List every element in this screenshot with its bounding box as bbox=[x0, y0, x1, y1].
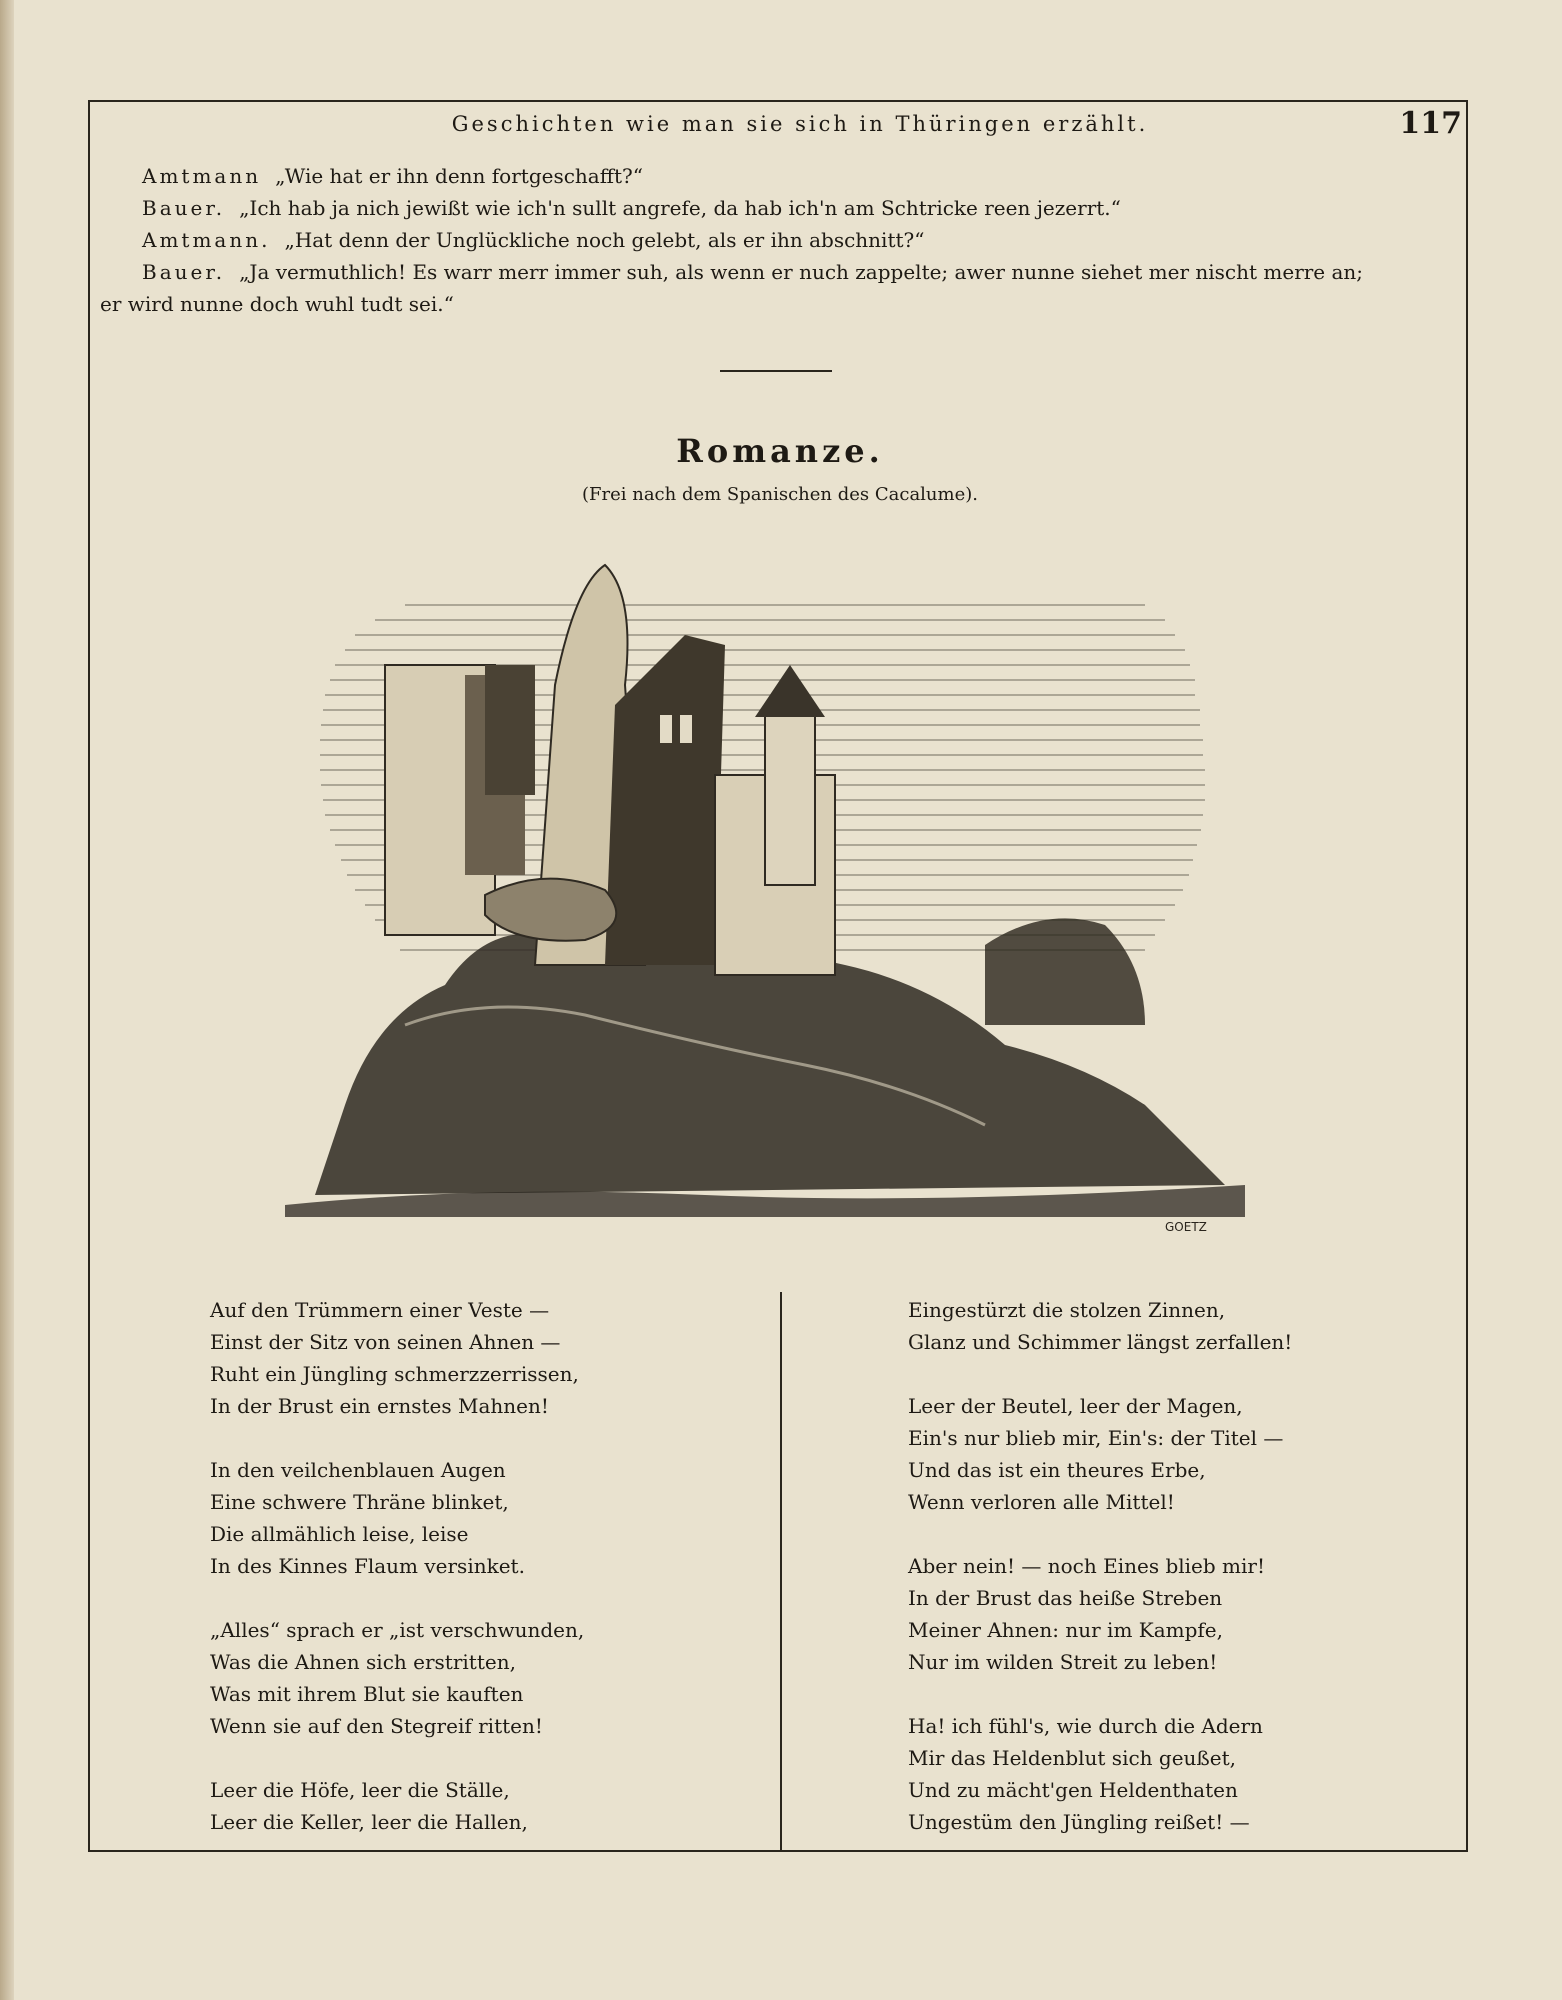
keep-window bbox=[660, 715, 672, 743]
dialogue-text: er wird nunne doch wuhl tudt sei.“ bbox=[100, 292, 454, 316]
column-divider bbox=[780, 1292, 782, 1852]
stanza bbox=[908, 1294, 1448, 1358]
dialogue-text: „Wie hat er ihn denn fortgeschafft?“ bbox=[275, 164, 643, 188]
engraver-signature: GOETZ bbox=[1165, 1220, 1207, 1234]
verse-line: In der Brust ein ernstes Mahnen! bbox=[210, 1394, 549, 1418]
stanza bbox=[210, 1454, 750, 1582]
verse-line: Und zu mächt'gen Heldenthaten bbox=[908, 1778, 1238, 1802]
stanza bbox=[210, 1294, 750, 1422]
speaker-name: Bauer. bbox=[142, 260, 226, 284]
verse-line: Leer die Höfe, leer die Ställe, bbox=[210, 1778, 510, 1802]
poem-column-right bbox=[908, 1294, 1448, 1870]
speaker-name: Bauer. bbox=[142, 196, 226, 220]
verse-line: In der Brust das heiße Streben bbox=[908, 1586, 1223, 1610]
poem-title: Romanze. bbox=[676, 432, 884, 470]
verse-line: Wenn sie auf den Stegreif ritten! bbox=[210, 1714, 543, 1738]
verse-line: Leer die Keller, leer die Hallen, bbox=[210, 1810, 528, 1834]
verse-line: Mir das Heldenblut sich geußet, bbox=[908, 1746, 1237, 1770]
verse-line: Die allmählich leise, leise bbox=[210, 1522, 469, 1546]
verse-line: Nur im wilden Streit zu leben! bbox=[908, 1650, 1218, 1674]
stanza bbox=[908, 1390, 1448, 1518]
speaker-name: Amtmann. bbox=[142, 228, 271, 252]
verse-line: Was die Ahnen sich erstritten, bbox=[210, 1650, 516, 1674]
dialogue-block bbox=[100, 160, 1460, 320]
dialogue-line bbox=[100, 288, 1460, 320]
dialogue-text: „Ja vermuthlich! Es warr merr immer suh, als wenn er nuch zappelte; awer nunne siehet mer nischt merre an; bbox=[239, 260, 1364, 284]
stanza bbox=[210, 1614, 750, 1742]
verse-line: Eine schwere Thräne blinket, bbox=[210, 1490, 509, 1514]
castle-ruin-illustration bbox=[285, 545, 1265, 1235]
tower-conical-roof bbox=[755, 665, 825, 717]
dialogue-line bbox=[100, 160, 1460, 192]
round-tower-right bbox=[765, 715, 815, 885]
round-tower-left bbox=[485, 665, 535, 795]
verse-line: In des Kinnes Flaum versinket. bbox=[210, 1554, 525, 1578]
poem-subtitle: (Frei nach dem Spanischen des Cacalume). bbox=[581, 484, 978, 505]
speaker-name: Amtmann bbox=[142, 164, 262, 188]
verse-line: Einst der Sitz von seinen Ahnen — bbox=[210, 1330, 561, 1354]
verse-line: Eingestürzt die stolzen Zinnen, bbox=[908, 1298, 1226, 1322]
page-number: 117 bbox=[1399, 106, 1462, 141]
background-trees bbox=[985, 918, 1145, 1025]
verse-line: In den veilchenblauen Augen bbox=[210, 1458, 506, 1482]
stanza bbox=[908, 1710, 1448, 1838]
running-title: Geschichten wie man sie sich in Thüringen erzählt. bbox=[451, 112, 1149, 136]
stanza bbox=[210, 1774, 750, 1838]
verse-line: Ungestüm den Jüngling reißet! — bbox=[908, 1810, 1250, 1834]
verse-line: Ruht ein Jüngling schmerzzerrissen, bbox=[210, 1362, 579, 1386]
verse-line: Aber nein! — noch Eines blieb mir! bbox=[908, 1554, 1265, 1578]
boulder bbox=[485, 879, 616, 941]
verse-line: Und das ist ein theures Erbe, bbox=[908, 1458, 1206, 1482]
verse-line: Wenn verloren alle Mittel! bbox=[908, 1490, 1175, 1514]
verse-line: Ein's nur blieb mir, Ein's: der Titel — bbox=[908, 1426, 1284, 1450]
verse-line: Ha! ich fühl's, wie durch die Adern bbox=[908, 1714, 1263, 1738]
poem-column-left bbox=[210, 1294, 750, 1870]
book-binding-edge bbox=[0, 0, 14, 2000]
dialogue-line bbox=[100, 224, 1460, 256]
keep-window bbox=[680, 715, 692, 743]
stanza bbox=[908, 1550, 1448, 1678]
verse-line: Auf den Trümmern einer Veste — bbox=[210, 1298, 550, 1322]
dialogue-text: „Hat denn der Unglückliche noch gelebt, als er ihn abschnitt?“ bbox=[284, 228, 925, 252]
verse-line: Was mit ihrem Blut sie kauften bbox=[210, 1682, 524, 1706]
verse-line: Leer der Beutel, leer der Magen, bbox=[908, 1394, 1243, 1418]
verse-line: Meiner Ahnen: nur im Kampfe, bbox=[908, 1618, 1223, 1642]
dialogue-text: „Ich hab ja nich jewißt wie ich'n sullt angrefe, da hab ich'n am Schtricke reen jezerrt.“ bbox=[239, 196, 1121, 220]
verse-line: „Alles“ sprach er „ist verschwunden, bbox=[210, 1618, 585, 1642]
section-divider bbox=[720, 370, 832, 372]
dialogue-line bbox=[100, 256, 1460, 288]
verse-line: Glanz und Schimmer längst zerfallen! bbox=[908, 1330, 1293, 1354]
dialogue-line bbox=[100, 192, 1460, 224]
